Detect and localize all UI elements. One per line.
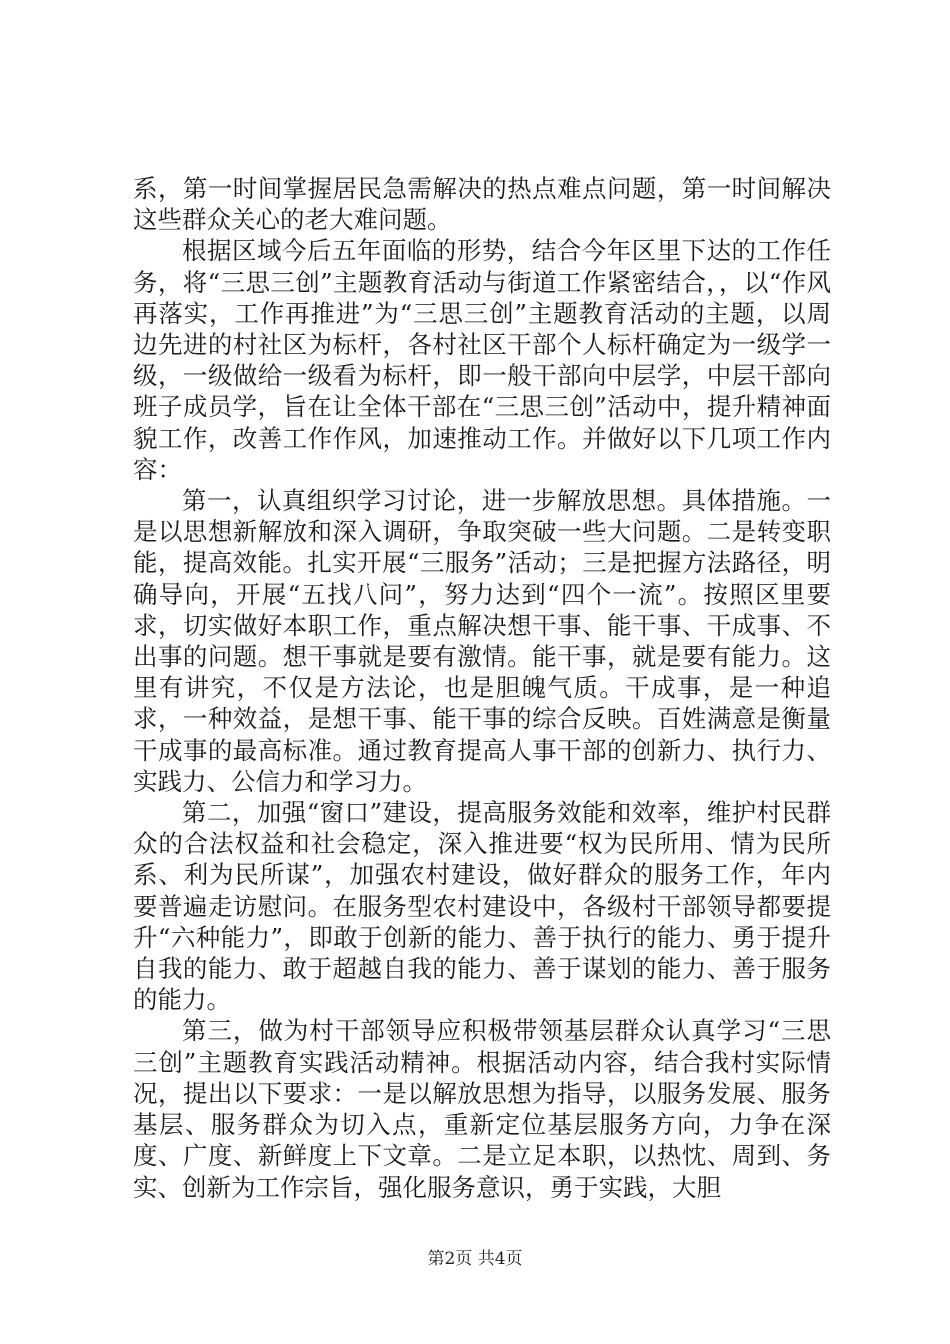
paragraph-4: 第二，加强“窗口”建设，提高服务效能和效率，维护村民群众的合法权益和社会稳定，深入推进要“权为民所用、情为民所系、利为民所谋”，加强农村建设，做好群众的服务工作，年内要普遍走访慰问。在服务型农村建设中，各级村干部领导都要提升“六种能力”，即敢于创新的能力、善于执行的能力、勇于提升自我的能力、敢于超越自我的能力、善于谋划的能力、善于服务的能力。	[133, 798, 831, 1015]
document-body	[133, 173, 831, 1203]
page-footer: 第2页 共4页	[427, 1249, 523, 1269]
paragraph-3: 第一，认真组织学习讨论，进一步解放思想。具体措施。一是以思想新解放和深入调研，争取突破一些大问题。二是转变职能，提高效能。扎实开展“三服务”活动；三是把握方法路径，明确导向，开展“五找八问”，努力达到“四个一流”。按照区里要求，切实做好本职工作，重点解决想干事、能干事、干成事、不出事的问题。想干事就是要有激情。能干事，就是要有能力。这里有讲究，不仅是方法论，也是胆魄气质。干成事，是一种追求，一种效益，是想干事、能干事的综合反映。百姓满意是衡量干成事的最高标准。通过教育提高人事干部的创新力、执行力、实践力、公信力和学习力。	[133, 486, 831, 796]
paragraph-5: 第三，做为村干部领导应积极带领基层群众认真学习“三思三创”主题教育实践活动精神。根据活动内容，结合我村实际情况，提出以下要求：一是以解放思想为指导，以服务发展、服务基层、服务群众为切入点，重新定位基层服务方向，力争在深度、广度、新鲜度上下文章。二是立足本职，以热忱、周到、务实、创新为工作宗旨，强化服务意识，勇于实践，大胆	[133, 1016, 831, 1202]
paragraph-1: 系，第一时间掌握居民急需解决的热点难点问题，第一时间解决这些群众关心的老大难问题。	[133, 174, 831, 235]
paragraph-2: 根据区域今后五年面临的形势，结合今年区里下达的工作任务，将“三思三创”主题教育活动与街道工作紧密结合，，以“作风再落实，工作再推进”为“三思三创”主题教育活动的主题，以周边先进的村社区为标杆，各村社区干部个人标杆确定为一级学一级，一级做给一级看为标杆，即一般干部向中层学，中层干部向班子成员学，旨在让全体干部在“三思三创”活动中，提升精神面貌工作，改善工作作风，加速推动工作。并做好以下几项工作内容：	[133, 236, 831, 484]
